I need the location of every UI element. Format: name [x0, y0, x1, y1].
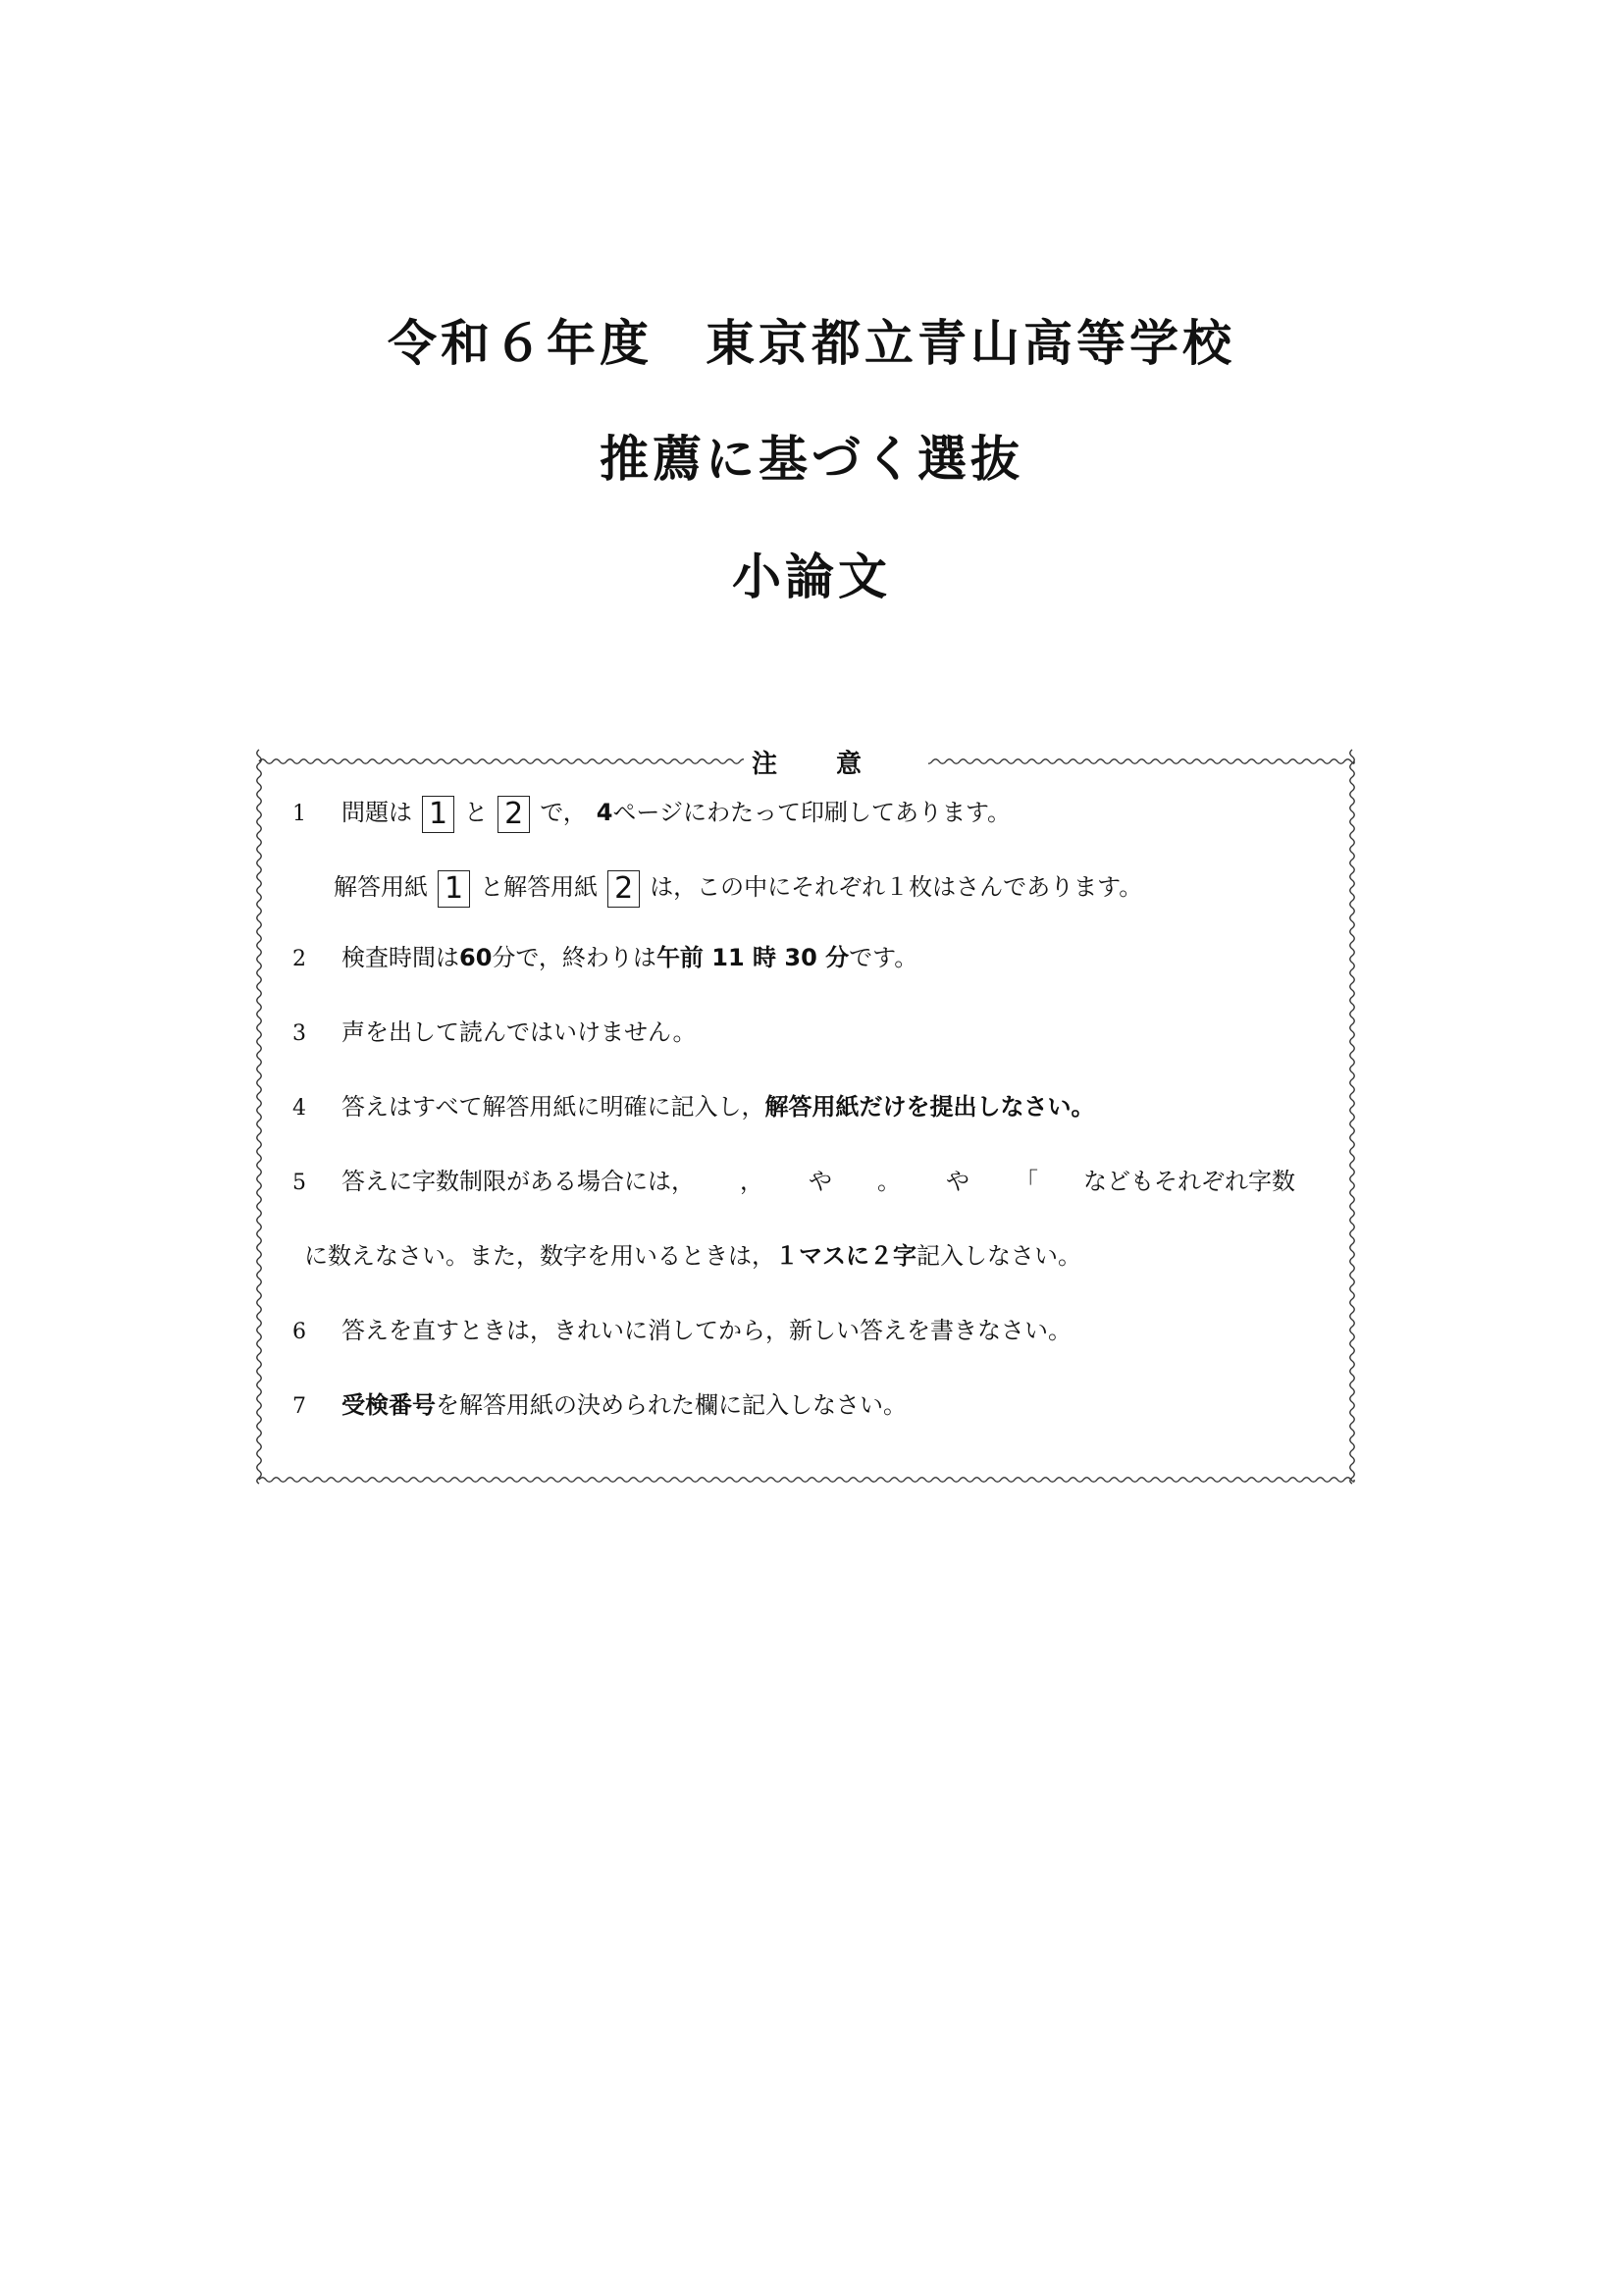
question-box-2: 2: [497, 796, 530, 833]
notice-heading: [253, 744, 1360, 780]
item-number: 3: [292, 1021, 306, 1046]
notice-box: [253, 744, 1360, 1489]
notice-item-1: [292, 795, 1011, 833]
punctuation-comma: ，: [740, 1168, 763, 1195]
notice-text: 声を出して読んではいけません。: [341, 1018, 697, 1046]
notice-text: 問題は: [341, 799, 412, 826]
notice-text: 答えを直すときは，きれいに消してから，新しい答えを書きなさい。: [341, 1317, 1072, 1344]
punctuation-period: 。: [877, 1168, 901, 1195]
exam-title-selection: 推薦に基づく選抜: [600, 431, 1023, 488]
item-number: 7: [292, 1394, 306, 1419]
end-time: 午前 11 時 30 分: [655, 944, 850, 971]
notice-text: に数えなさい。また，数字を用いるときは，: [304, 1242, 775, 1270]
punctuation-bracket: 「: [1015, 1168, 1038, 1195]
exam-duration: 60: [459, 944, 493, 971]
exam-title-year-school: 令和６年度 東京都立青山高等学校: [388, 315, 1235, 372]
notice-item-5-cont: [304, 1238, 1081, 1274]
answer-sheet-box-2: 2: [607, 870, 640, 908]
notice-item-2: [292, 940, 917, 977]
item-number: 2: [292, 947, 306, 971]
notice-heading-text: 注意: [744, 750, 928, 779]
notice-text: 答えはすべて解答用紙に明確に記入し，: [341, 1093, 765, 1121]
notice-text: と: [464, 799, 489, 826]
notice-item-3: [292, 1015, 696, 1052]
notice-text: 分で，終わりは: [492, 944, 656, 971]
notice-text: ページにわたって印刷してあります。: [612, 799, 1012, 826]
question-box-1: 1: [422, 796, 454, 833]
notice-text: で，: [540, 799, 587, 826]
notice-text: 検査時間は: [341, 944, 459, 971]
notice-item-4: [292, 1089, 1095, 1126]
notice-text: 記入しなさい。: [916, 1242, 1081, 1270]
item-number: 6: [292, 1320, 306, 1344]
notice-text: 答えに字数制限がある場合には，: [341, 1168, 695, 1195]
item-number: 1: [292, 802, 306, 826]
notice-item-5: [292, 1164, 1295, 1201]
notice-emphasis: 解答用紙だけを提出しなさい。: [764, 1093, 1095, 1121]
notice-emphasis: １マスに２字: [775, 1242, 916, 1270]
notice-text: や: [809, 1168, 832, 1195]
notice-text: と解答用紙: [480, 873, 599, 901]
answer-sheet-box-1: 1: [438, 870, 470, 908]
notice-text: や: [946, 1168, 969, 1195]
item-number: 4: [292, 1096, 306, 1121]
notice-text: は，この中にそれぞれ１枚はさんであります。: [650, 873, 1143, 901]
exam-title-subject: 小論文: [732, 548, 891, 605]
notice-item-1-cont: [334, 869, 1142, 908]
notice-emphasis: 受検番号: [341, 1391, 436, 1419]
notice-text: などもそれぞれ字数: [1083, 1168, 1295, 1195]
notice-item-7: [292, 1387, 907, 1425]
page-count: 4: [596, 799, 613, 826]
notice-item-6: [292, 1313, 1072, 1350]
item-number: 5: [292, 1171, 306, 1195]
notice-text: 解答用紙: [334, 873, 428, 901]
notice-text: を解答用紙の決められた欄に記入しなさい。: [436, 1391, 907, 1419]
notice-text: です。: [849, 944, 918, 971]
